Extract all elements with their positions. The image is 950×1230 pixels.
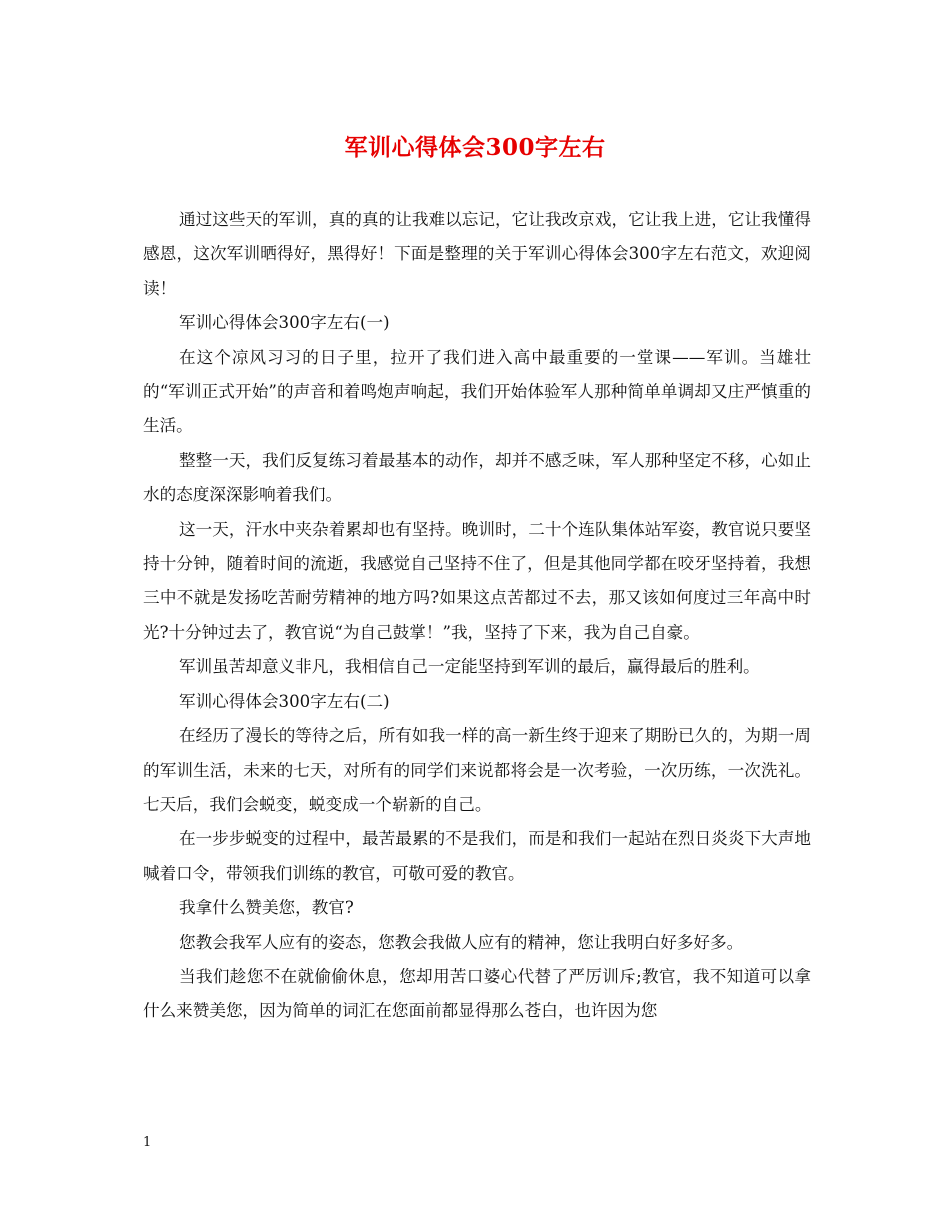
paragraph: 在经历了漫长的等待之后，所有如我一样的高一新生终于迎来了期盼已久的，为期一周的军训生活，未来的七天，对所有的同学们来说都将会是一次考验，一次历练，一次洗礼。七天后，我们会蜕变，蜕变成一个崭新的自己。 bbox=[143, 726, 811, 814]
section-heading: 军训心得体会300字左右(二) bbox=[179, 691, 390, 711]
document-body bbox=[143, 203, 811, 1029]
paragraph: 在这个凉风习习的日子里，拉开了我们进入高中最重要的一堂课——军训。当雄壮的“军训正式开始”的声音和着鸣炮声响起，我们开始体验军人那种简单单调却又庄严慎重的生活。 bbox=[143, 347, 811, 436]
paragraph: 在一步步蜕变的过程中，最苦最累的不是我们，而是和我们一起站在烈日炎炎下大声地喊着口令，带领我们训练的教官，可敬可爱的教官。 bbox=[143, 829, 811, 883]
paragraph: 您教会我军人应有的姿态，您教会我做人应有的精神，您让我明白好多好多。 bbox=[179, 932, 744, 952]
paragraph: 整整一天，我们反复练习着最基本的动作，却并不感乏味，军人那种坚定不移，心如止水的态度深深影响着我们。 bbox=[143, 450, 811, 505]
page-number: 1 bbox=[143, 1135, 152, 1150]
document-title: 军训心得体会300字左右 bbox=[344, 134, 606, 161]
section-heading: 军训心得体会300字左右(一) bbox=[179, 313, 390, 333]
paragraph: 当我们趁您不在就偷偷休息，您却用苦口婆心代替了严厉训斥;教官，我不知道可以拿什么来赞美您，因为简单的词汇在您面前都显得那么苍白，也许因为您 bbox=[143, 966, 811, 1021]
paragraph: 军训虽苦却意义非凡，我相信自己一定能坚持到军训的最后，赢得最后的胜利。 bbox=[179, 657, 760, 677]
paragraph: 通过这些天的军训，真的真的让我难以忘记，它让我改京戏，它让我上进，它让我懂得感恩，这次军训晒得好，黑得好！下面是整理的关于军训心得体会300字左右范文，欢迎阅读！ bbox=[143, 210, 811, 298]
paragraph: 这一天，汗水中夹杂着累却也有坚持。晚训时，二十个连队集体站军姿，教官说只要坚持十分钟，随着时间的流逝，我感觉自己坚持不住了，但是其他同学都在咬牙坚持着，我想三中不就是发扬吃苦耐劳精神的地方吗?如果这点苦都过不去，那又该如何度过三年高中时光?十分钟过去了，教官说“为自己鼓掌！”我，坚持了下来，我为自己自豪。 bbox=[143, 519, 811, 642]
paragraph: 我拿什么赞美您，教官? bbox=[179, 898, 354, 918]
